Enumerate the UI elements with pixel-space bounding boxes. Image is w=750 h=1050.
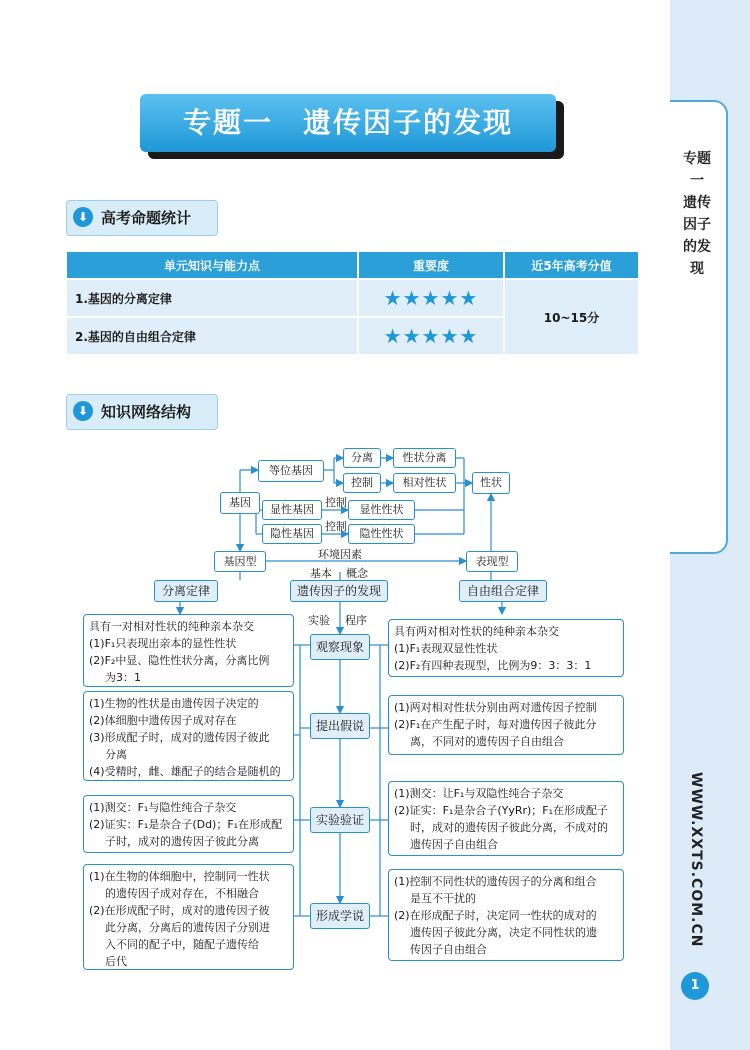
label-environment: 环境因素 xyxy=(318,548,362,561)
node-recessive-gene: 隐性基因 xyxy=(262,524,322,544)
table-header: 重要度 xyxy=(359,252,505,278)
table-header: 近5年高考分值 xyxy=(505,252,638,278)
node-law-separation: 分离定律 xyxy=(154,580,218,602)
right-box-verify: (1)测交：让F₁与双隐性纯合子杂交 (2)证实：F₁是杂合子(YyRr)；F₁在形成配子 时，成对的遗传因子彼此分离，不成对的 遗传因子自由组合 xyxy=(388,781,624,856)
label-control: 控制 xyxy=(325,520,347,533)
section-label: 知识网络结构 xyxy=(101,403,192,421)
node-center-topic: 遗传因子的发现 xyxy=(290,580,388,602)
knowledge-point: 2.基因的自由组合定律 xyxy=(67,316,359,354)
website-url: WWW.XXTS.COM.CN xyxy=(688,772,704,948)
node-gene: 基因 xyxy=(220,492,260,514)
label-experiment: 实验 xyxy=(308,614,330,627)
side-chapter-title: 专题一 遗传因子的发现 xyxy=(683,151,718,277)
node-observe: 观察现象 xyxy=(310,634,370,660)
node-dominant-trait: 显性性状 xyxy=(348,500,415,520)
node-genotype: 基因型 xyxy=(214,551,266,572)
node-verify: 实验验证 xyxy=(310,807,370,833)
importance-stars: ★★★★★ xyxy=(359,316,505,354)
node-theory: 形成学说 xyxy=(310,903,370,929)
importance-stars: ★★★★★ xyxy=(359,278,505,316)
arrow-down-icon: ⬇ xyxy=(73,401,93,421)
node-allele: 等位基因 xyxy=(258,460,324,482)
node-recessive-trait: 隐性性状 xyxy=(348,524,415,544)
left-box-theory: (1)在生物的体细胞中，控制同一性状 的遗传因子成对存在，不相融合 (2)在形成配子时，成对的遗传因子彼 此分离，分离后的遗传因子分别进 入不同的配子中，随配子遗传给 后代 xyxy=(83,864,294,970)
right-box-theory: (1)控制不同性状的遗传因子的分离和组合 是互不干扰的 (2)在形成配子时，决定同一性状的成对的 遗传因子彼此分离，决定不同性状的遗 传因子自由组合 xyxy=(388,869,624,961)
node-dominant-gene: 显性基因 xyxy=(262,500,322,520)
right-box-hypothesis: (1)两对相对性状分别由两对遗传因子控制 (2)F₁在产生配子时，每对遗传因子彼此分 离，不同对的遗传因子自由组合 xyxy=(388,695,624,755)
node-hypothesis: 提出假说 xyxy=(310,713,370,739)
label-concept: 概念 xyxy=(346,567,368,580)
node-law-free-combination: 自由组合定律 xyxy=(459,580,547,602)
score-range: 10~15分 xyxy=(505,278,638,354)
knowledge-point: 1.基因的分离定律 xyxy=(67,278,359,316)
page-number: 1 xyxy=(681,972,709,1000)
node-separate: 分离 xyxy=(343,448,381,468)
page-title: 专题一 遗传因子的发现 xyxy=(140,94,556,152)
left-box-observe: 具有一对相对性状的纯种亲本杂交 (1)F₁只表现出亲本的显性性状 (2)F₂中显、隐性性状分离，分离比例 为3：1 xyxy=(83,614,294,687)
left-box-hypothesis: (1)生物的性状是由遗传因子决定的 (2)体细胞中遗传因子成对存在 (3)形成配子时，成对的遗传因子彼此 分离 (4)受精时，雌、雄配子的结合是随机的 xyxy=(83,691,294,781)
right-box-observe: 具有两对相对性状的纯种亲本杂交 (1)F₁表现双显性性状 (2)F₂有四种表现型，比例为9：3：3：1 xyxy=(388,619,624,677)
section-label: 高考命题统计 xyxy=(101,209,192,227)
arrow-down-icon: ⬇ xyxy=(73,207,93,227)
left-box-verify: (1)测交：F₁与隐性纯合子杂交 (2)证实：F₁是杂合子(Dd)；F₁在形成配 子时，成对的遗传因子彼此分离 xyxy=(83,795,294,853)
node-control: 控制 xyxy=(343,473,381,493)
node-phenotype: 表现型 xyxy=(466,551,518,572)
node-relative-trait: 相对性状 xyxy=(393,473,456,493)
table-header: 单元知识与能力点 xyxy=(67,252,359,278)
node-trait-separation: 性状分离 xyxy=(393,448,456,468)
label-basic: 基本 xyxy=(310,567,332,580)
label-control: 控制 xyxy=(325,496,347,509)
label-procedure: 程序 xyxy=(345,614,367,627)
node-trait: 性状 xyxy=(472,472,510,494)
